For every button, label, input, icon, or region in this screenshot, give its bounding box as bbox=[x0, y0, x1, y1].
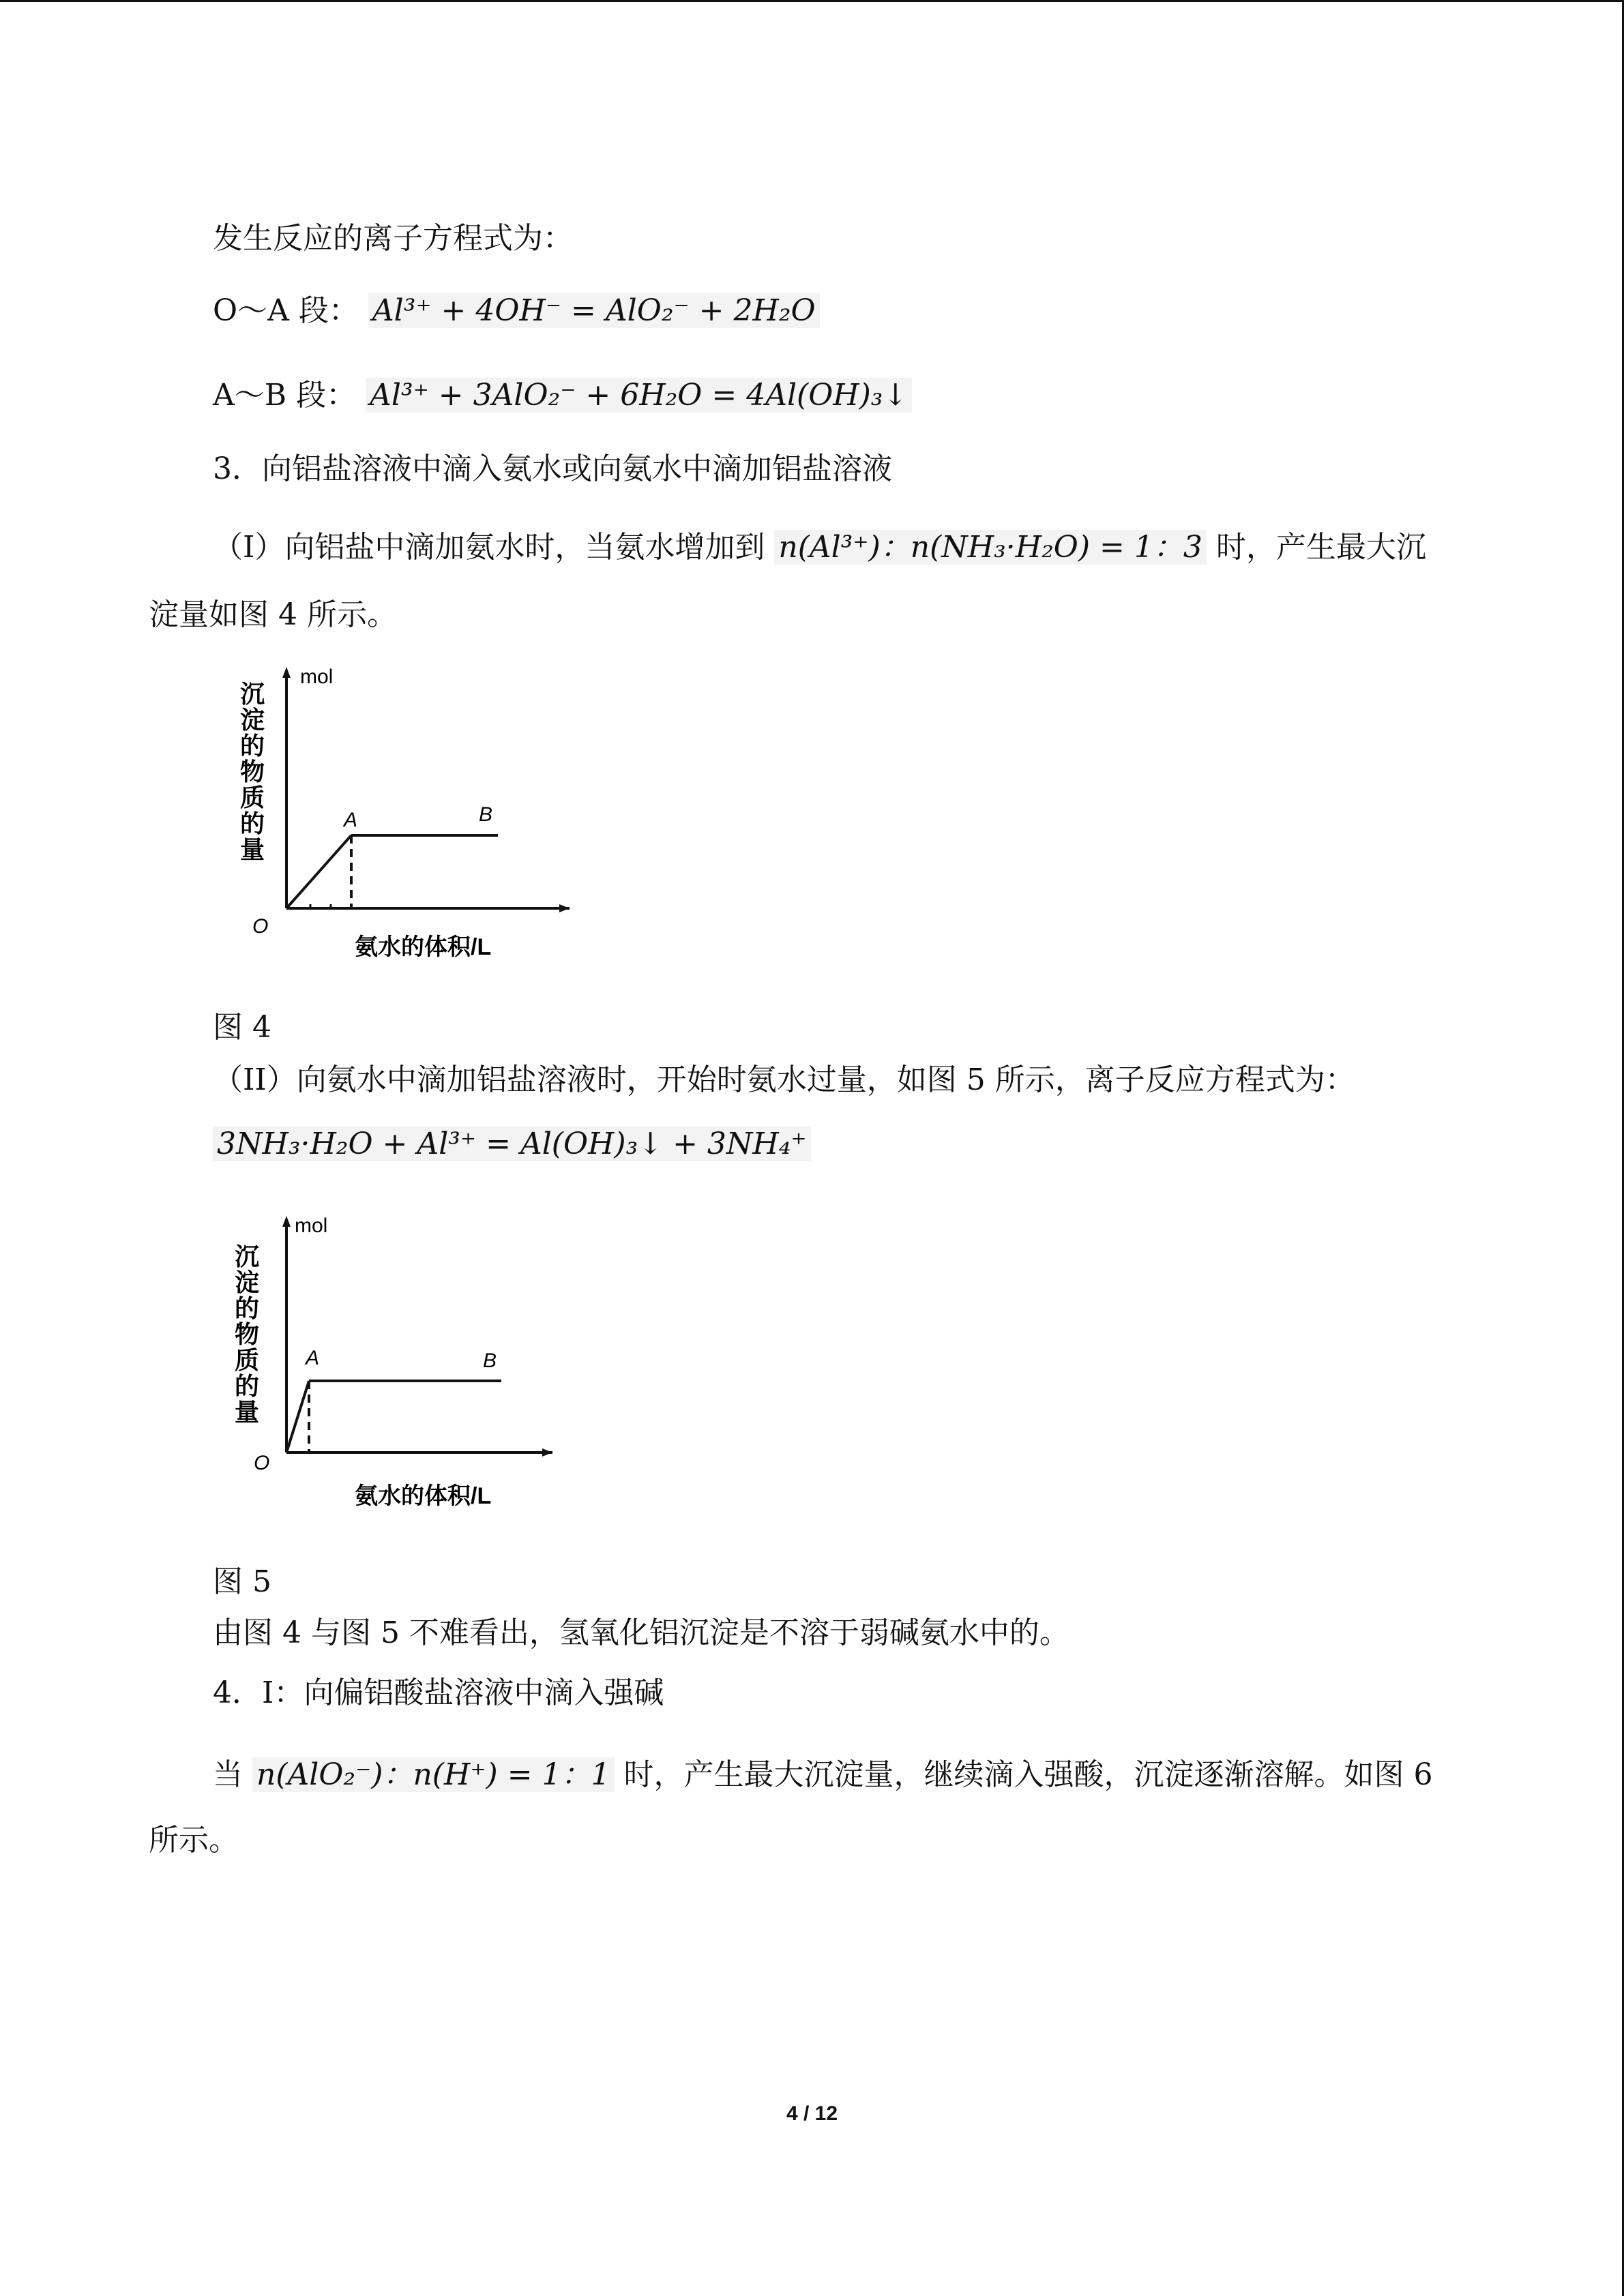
part2-equation-line bbox=[213, 1125, 811, 1163]
y-label-char: 的 bbox=[240, 732, 265, 760]
y-axis-label bbox=[240, 680, 265, 863]
x-axis-arrow bbox=[542, 1448, 552, 1457]
section4-text-b: 时，产生最大沉淀量，继续滴入强酸，沉淀逐渐溶解。如图 6 bbox=[623, 1757, 1433, 1792]
y-label-char: 量 bbox=[235, 1398, 260, 1426]
top-border bbox=[0, 0, 1624, 2]
origin-label: O bbox=[252, 915, 269, 938]
segment-oa-label: O～A 段： bbox=[213, 293, 359, 328]
point-a-label: A bbox=[306, 1347, 320, 1369]
figure-4 bbox=[225, 655, 580, 971]
segment-oa-equation: Al³⁺ + 4OH⁻ = AlO₂⁻ + 2H₂O bbox=[368, 293, 820, 328]
y-label-char: 物 bbox=[235, 1320, 260, 1348]
figure-5-graph bbox=[225, 1204, 580, 1517]
point-b-label: B bbox=[483, 1350, 497, 1372]
y-label-char: 质 bbox=[240, 784, 265, 811]
point-a-label: A bbox=[344, 809, 358, 831]
segment-ab-label: A～B 段： bbox=[213, 378, 357, 413]
y-label-char: 沉 bbox=[235, 1242, 260, 1270]
origin-label: O bbox=[254, 1452, 270, 1474]
rise-segment bbox=[286, 1381, 309, 1452]
y-axis-arrow bbox=[282, 1216, 291, 1227]
y-label-char: 淀 bbox=[235, 1268, 260, 1296]
part1-text-c: 淀量如图 4 所示。 bbox=[149, 597, 397, 632]
segment-ab bbox=[213, 376, 912, 415]
conclusion-text: 由图 4 与图 5 不难看出，氢氧化铝沉淀是不溶于弱碱氨水中的。 bbox=[213, 1615, 1069, 1650]
section4-text-a: 当 bbox=[213, 1757, 243, 1792]
y-label-char: 的 bbox=[235, 1372, 260, 1400]
section4-body bbox=[213, 1756, 1433, 1794]
intro-text: 发生反应的离子方程式为： bbox=[213, 221, 573, 256]
y-label-char: 沉 bbox=[240, 680, 265, 708]
section3-part2: （II）向氨水中滴加铝盐溶液时，开始时氨水过量，如图 5 所示，离子反应方程式为： bbox=[213, 1062, 1355, 1097]
part1-text-b: 时，产生最大沉 bbox=[1215, 530, 1426, 565]
figure-4-graph bbox=[225, 655, 580, 968]
y-label-char: 量 bbox=[240, 835, 265, 863]
x-axis-arrow bbox=[559, 904, 570, 912]
y-axis-arrow bbox=[282, 667, 291, 678]
y-label-char: 物 bbox=[240, 758, 265, 786]
x-axis-label: 氨水的体积/L bbox=[355, 934, 492, 960]
rise-segment bbox=[286, 835, 351, 908]
y-label-char: 的 bbox=[240, 809, 265, 837]
figure-5 bbox=[225, 1204, 580, 1520]
x-axis-label: 氨水的体积/L bbox=[355, 1483, 492, 1509]
section4-text-c: 所示。 bbox=[149, 1823, 239, 1858]
page-number: 4 / 12 bbox=[786, 2102, 838, 2125]
segment-oa bbox=[213, 292, 820, 330]
section4-heading: 4．I：向偏铝酸盐溶液中滴入强碱 bbox=[213, 1675, 664, 1710]
y-axis-label bbox=[235, 1242, 259, 1426]
part1-equation: n(Al³⁺)：n(NH₃·H₂O) = 1：3 bbox=[774, 530, 1206, 565]
segment-ab-equation: Al³⁺ + 3AlO₂⁻ + 6H₂O = 4Al(OH)₃↓ bbox=[366, 378, 912, 413]
y-label-char: 淀 bbox=[240, 706, 265, 734]
figure-5-caption: 图 5 bbox=[213, 1564, 271, 1599]
y-label-char: 质 bbox=[235, 1346, 260, 1374]
section3-heading: 3．向铝盐溶液中滴入氨水或向氨水中滴加铝盐溶液 bbox=[213, 451, 892, 486]
y-label-char: 的 bbox=[235, 1294, 260, 1322]
figure-4-caption: 图 4 bbox=[213, 1010, 271, 1045]
part2-equation: 3NH₃·H₂O + Al³⁺ = Al(OH)₃↓ + 3NH₄⁺ bbox=[213, 1127, 811, 1161]
y-unit: mol bbox=[295, 1214, 328, 1237]
section4-equation: n(AlO₂⁻)：n(H⁺) = 1：1 bbox=[252, 1757, 615, 1792]
part1-text-a: （I）向铝盐中滴加氨水时，当氨水增加到 bbox=[213, 530, 765, 565]
point-b-label: B bbox=[479, 803, 493, 826]
y-unit: mol bbox=[300, 666, 334, 688]
section3-part1 bbox=[213, 528, 1426, 567]
